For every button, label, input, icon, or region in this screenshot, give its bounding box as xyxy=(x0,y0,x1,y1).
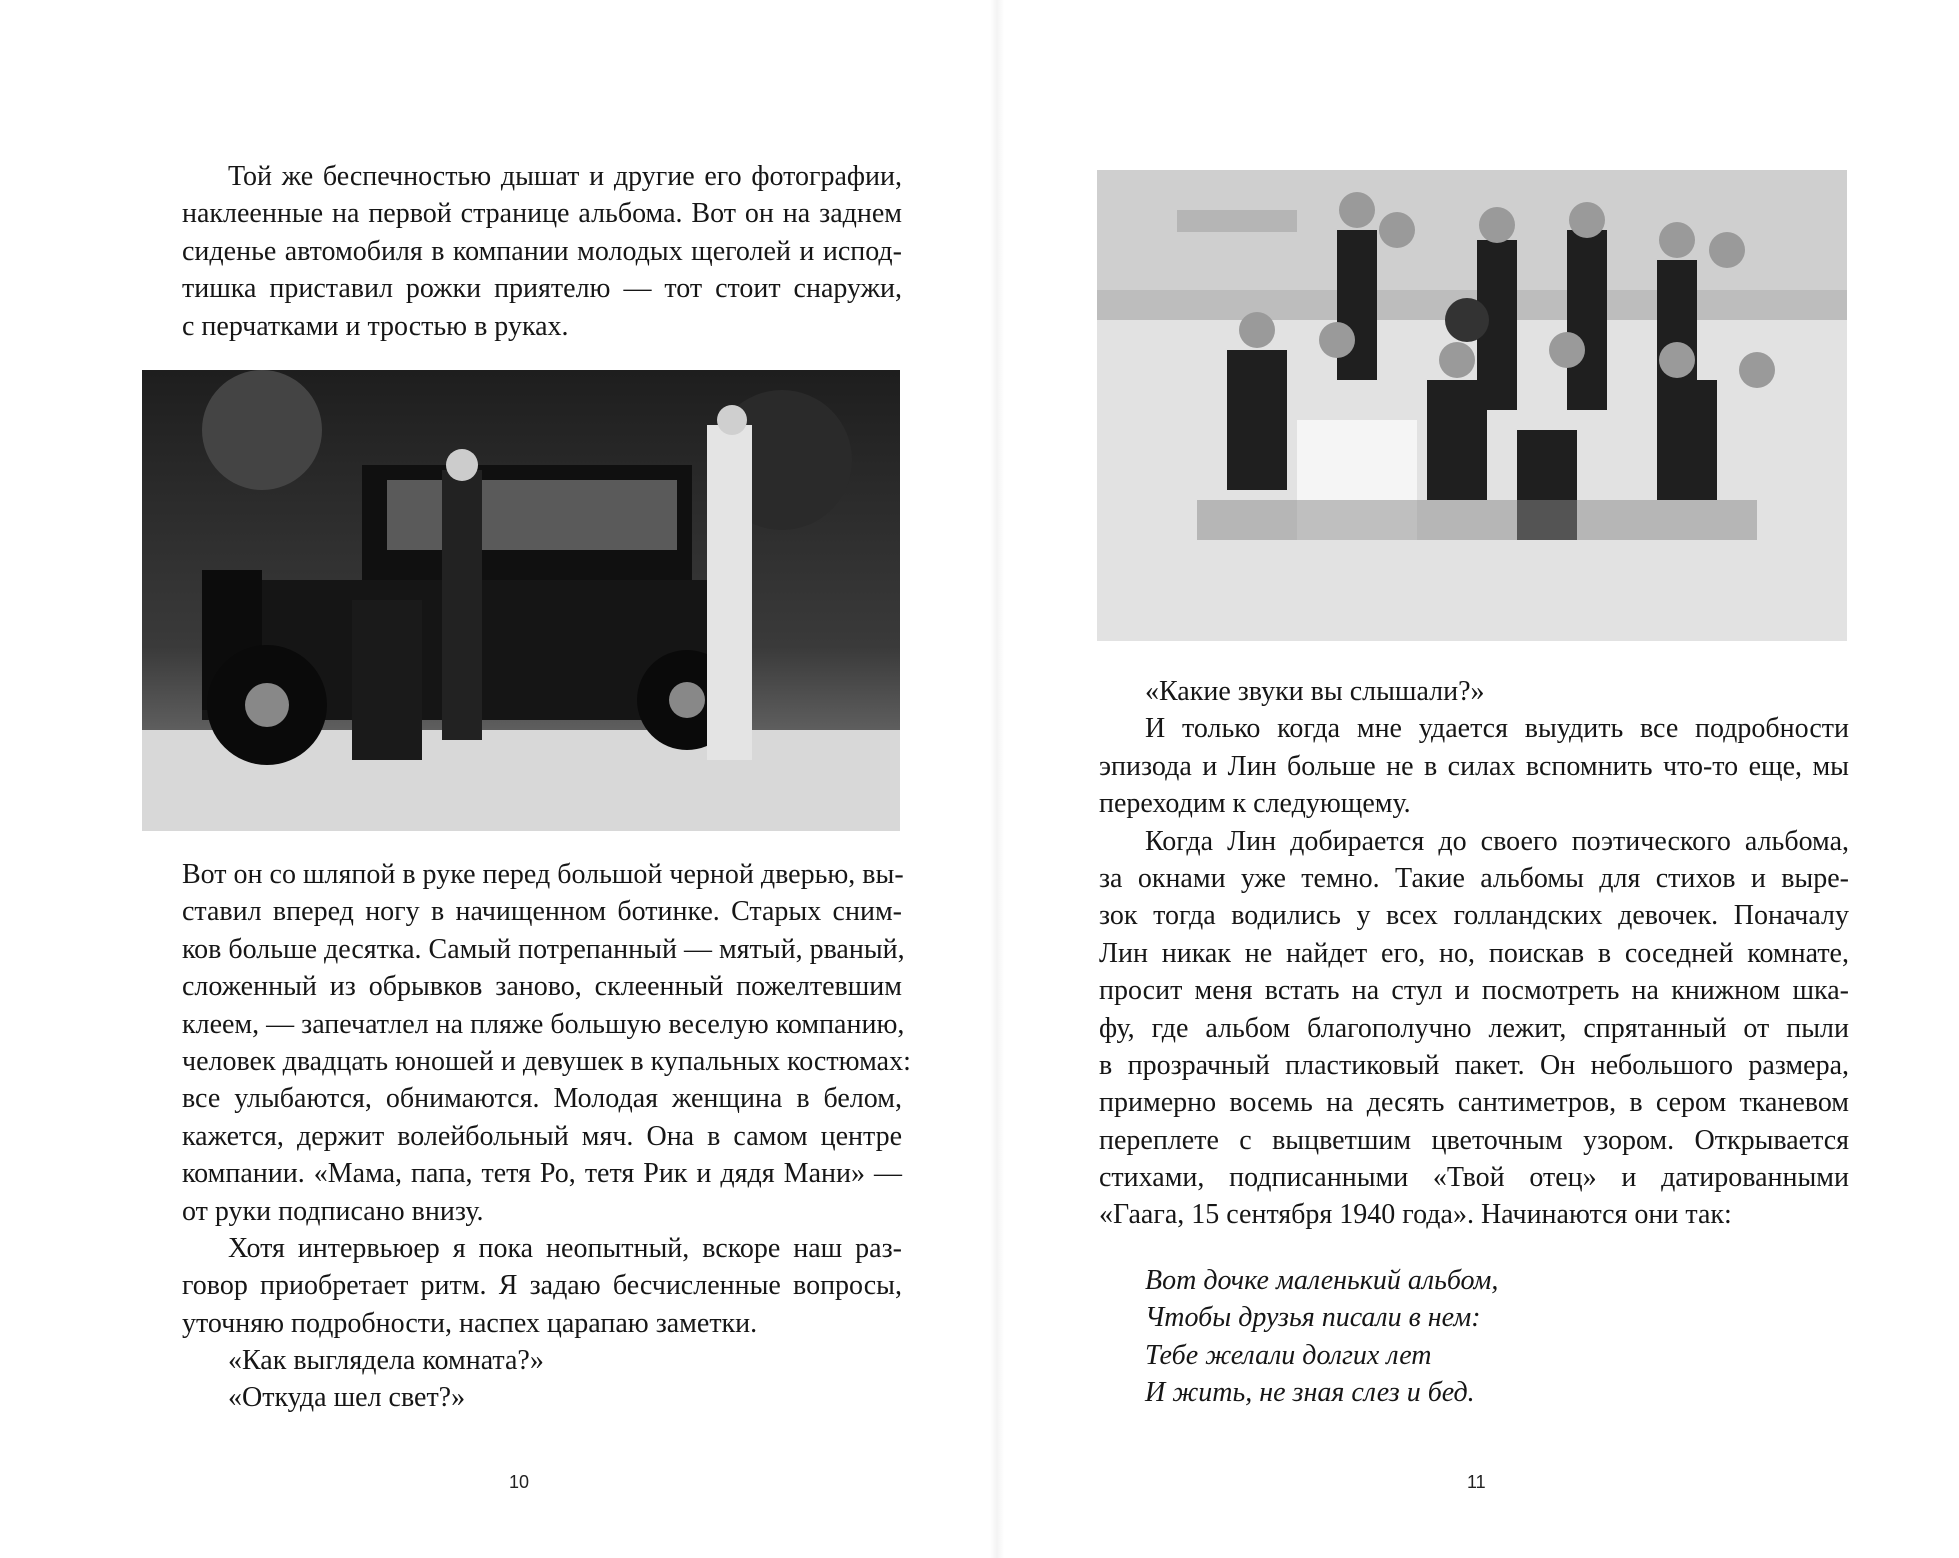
text-line: зок тогда водились у всех голландских девочек. Поначалу xyxy=(1099,900,1849,932)
poem-line: Вот дочке маленький альбом, xyxy=(1145,1265,1499,1296)
text-line: наклеенные на первой странице альбома. Вот он на заднем xyxy=(182,198,902,230)
paragraph xyxy=(1099,673,1849,710)
text-line: Лин никак не найдет его, но, поискав в соседней комнате, xyxy=(1099,937,1849,969)
left-page-text-bottom xyxy=(182,856,911,1417)
text-line: кажется, держит волейбольный мяч. Она в самом центре xyxy=(182,1120,902,1152)
text-line: с перчатками и тростью в руках. xyxy=(182,310,569,342)
text-line: Той же беспечностью дышат и другие его фотографии, xyxy=(228,161,902,192)
page-number-right: 11 xyxy=(1467,1472,1486,1492)
photo-men-with-car xyxy=(142,370,900,831)
poem-line: Чтобы друзья писали в нем: xyxy=(1145,1302,1481,1334)
text-line: уточняю подробности, наспех царапаю заметки. xyxy=(182,1307,758,1339)
paragraph xyxy=(182,1342,902,1379)
text-line: Вот он со шляпой в руке перед большой черной дверью, вы- xyxy=(182,859,904,890)
text-line: эпизода и Лин больше не в силах вспомнить что-то еще, мы xyxy=(1099,750,1849,782)
text-line: клеем, — запечатлел на пляже большую веселую компанию, xyxy=(182,1008,905,1040)
paragraph xyxy=(1099,710,1849,822)
text-line: «Откуда шел свет?» xyxy=(228,1382,466,1414)
text-line: «Какие звуки вы слышали?» xyxy=(1145,676,1485,707)
text-line: стихами, подписанными «Твой отец» и датированными xyxy=(1099,1162,1849,1194)
text-line: говор приобретает ритм. Я задаю бесчисленные вопросы, xyxy=(182,1270,902,1302)
text-line: «Гаага, 15 сентября 1940 года». Начинаются они так: xyxy=(1099,1199,1732,1231)
poem xyxy=(1145,1262,1745,1412)
text-line: фу, где альбом благополучно лежит, спрятанный от пыли xyxy=(1099,1012,1849,1044)
text-line: Когда Лин добирается до своего поэтического альбома, xyxy=(1145,825,1849,857)
paragraph xyxy=(182,1230,902,1342)
text-line: переплете с выцветшим цветочным узором. Открывается xyxy=(1099,1124,1849,1156)
text-line: все улыбаются, обнимаются. Молодая женщина в белом, xyxy=(182,1083,902,1115)
text-line: ков больше десятка. Самый потрепанный — мятый, рваный, xyxy=(182,933,905,965)
paragraph xyxy=(182,856,911,1230)
left-page-text-top xyxy=(182,158,902,345)
book-gutter xyxy=(990,0,1004,1558)
text-line: компании. «Мама, папа, тетя Ро, тетя Рик и дядя Мани» — xyxy=(182,1158,902,1190)
paragraph xyxy=(1099,823,1849,1234)
text-line: сложенный из обрывков заново, склеенный пожелтевшим xyxy=(182,971,902,1003)
text-line: ставил вперед ногу в начищенном ботинке. Старых сним- xyxy=(182,896,902,928)
photo-beach-group xyxy=(1097,170,1847,641)
text-line: от руки подписано внизу. xyxy=(182,1195,484,1227)
text-line: человек двадцать юношей и девушек в купальных костюмах: xyxy=(182,1045,911,1077)
text-line: в прозрачный пластиковый пакет. Он небольшого размера, xyxy=(1099,1049,1849,1081)
text-line: И только когда мне удается выудить все подробности xyxy=(1145,713,1849,745)
text-line: сиденье автомобиля в компании молодых щеголей и испод- xyxy=(182,235,902,267)
text-line: примерно восемь на десять сантиметров, в сером тканевом xyxy=(1099,1087,1849,1119)
paragraph xyxy=(182,1379,902,1416)
text-line: просит меня встать на стул и посмотреть на книжном шка- xyxy=(1099,975,1849,1007)
text-line: Хотя интервьюер я пока неопытный, вскоре наш раз- xyxy=(228,1232,902,1264)
page-number-left: 10 xyxy=(509,1472,530,1492)
text-line: переходим к следующему. xyxy=(1099,788,1411,820)
text-line: тишка приставил рожки приятелю — тот стоит снаружи, xyxy=(182,273,902,305)
right-page-text xyxy=(1099,673,1849,1234)
poem-line: И жить, не зная слез и бед. xyxy=(1145,1377,1475,1409)
text-line: за окнами уже темно. Такие альбомы для стихов и выре- xyxy=(1099,862,1849,894)
text-line: «Как выглядела комната?» xyxy=(228,1345,544,1377)
poem-line: Тебе желали долгих лет xyxy=(1145,1339,1432,1371)
paragraph xyxy=(182,158,902,345)
